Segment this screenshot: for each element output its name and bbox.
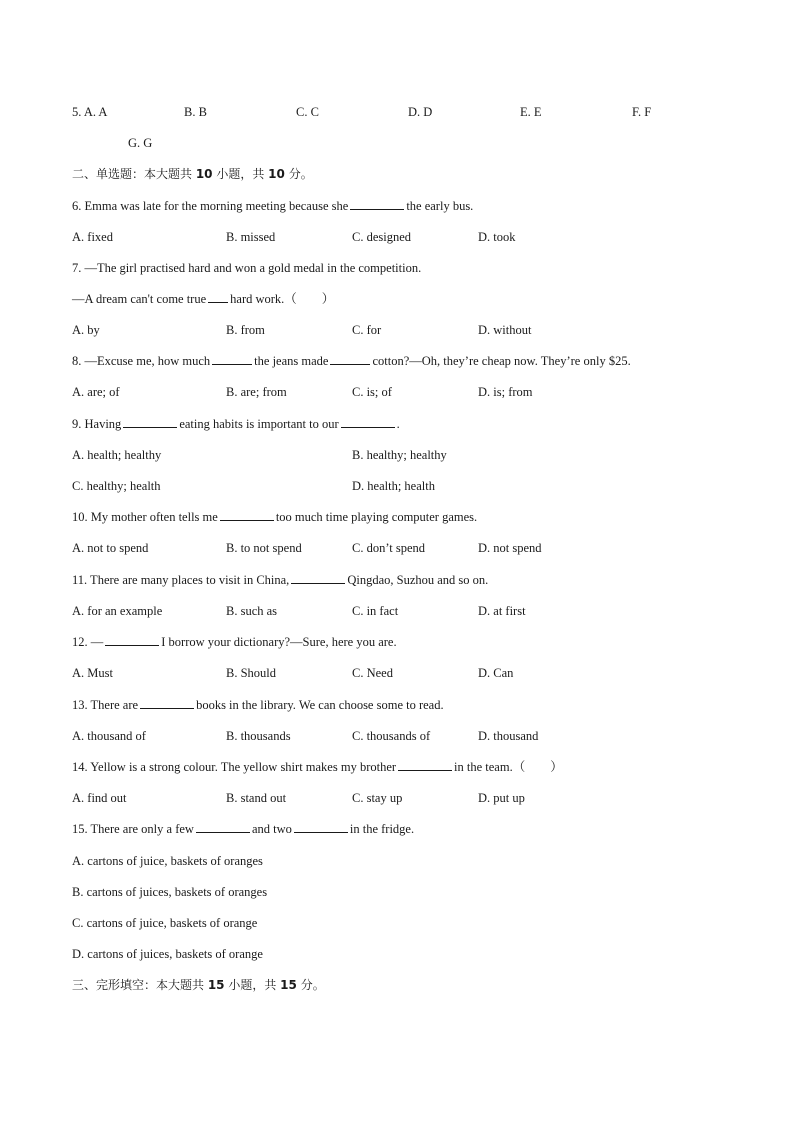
q9-option-d: D. health; health bbox=[352, 479, 435, 493]
q6-option-d: D. took bbox=[478, 230, 516, 244]
q11-option-b: B. such as bbox=[226, 604, 278, 618]
answer-blank bbox=[208, 291, 228, 303]
q6-option-a: A. fixed bbox=[72, 230, 113, 244]
q5-option-b: B. B bbox=[184, 105, 207, 119]
answer-blank bbox=[294, 821, 348, 833]
question-8: 8. —Excuse me, how much the jeans made cotton?—Oh, they’re cheap now. They’re only $25. bbox=[72, 354, 631, 368]
answer-blank bbox=[123, 416, 177, 428]
section-heading-single-choice: 二、单选题：本大题共 10 小题，共 10 分。 bbox=[72, 167, 313, 181]
answer-blank bbox=[196, 821, 250, 833]
q13-option-c: C. thousands of bbox=[352, 729, 431, 743]
q12-option-d: D. Can bbox=[478, 666, 514, 680]
answer-blank bbox=[105, 634, 159, 646]
question-13: 13. There are books in the library. We can choose some to read. bbox=[72, 698, 444, 712]
q9-option-c: C. healthy; health bbox=[72, 479, 161, 493]
answer-blank bbox=[140, 697, 194, 709]
q8-option-c: C. is; of bbox=[352, 385, 392, 399]
q13-option-d: D. thousand bbox=[478, 729, 539, 743]
q11-option-d: D. at first bbox=[478, 604, 526, 618]
q14-option-c: C. stay up bbox=[352, 791, 403, 805]
q15-option-c: C. cartons of juice, baskets of orange bbox=[72, 916, 258, 930]
q5-option-e: E. E bbox=[520, 105, 542, 119]
q7-option-b: B. from bbox=[226, 323, 265, 337]
question-12: 12. — I borrow your dictionary?—Sure, here you are. bbox=[72, 635, 397, 649]
q10-option-d: D. not spend bbox=[478, 541, 542, 555]
question-7-line2: —A dream can't come true hard work.（ ） bbox=[72, 292, 335, 306]
answer-blank bbox=[350, 198, 404, 210]
q5-option-a: 5. A. A bbox=[72, 105, 108, 119]
question-10: 10. My mother often tells me too much time playing computer games. bbox=[72, 510, 478, 524]
q10-option-a: A. not to spend bbox=[72, 541, 149, 555]
answer-blank bbox=[212, 353, 252, 365]
q12-option-c: C. Need bbox=[352, 666, 393, 680]
q6-option-c: C. designed bbox=[352, 230, 412, 244]
q13-option-b: B. thousands bbox=[226, 729, 291, 743]
q10-option-c: C. don’t spend bbox=[352, 541, 426, 555]
q8-option-a: A. are; of bbox=[72, 385, 120, 399]
q7-option-a: A. by bbox=[72, 323, 100, 337]
question-6: 6. Emma was late for the morning meeting because she the early bus. bbox=[72, 199, 474, 213]
q7-option-d: D. without bbox=[478, 323, 532, 337]
q13-option-a: A. thousand of bbox=[72, 729, 146, 743]
q8-option-d: D. is; from bbox=[478, 385, 533, 399]
q5-option-g: G. G bbox=[128, 136, 153, 150]
question-9: 9. Having eating habits is important to our . bbox=[72, 417, 400, 431]
answer-blank bbox=[341, 416, 395, 428]
q15-option-a: A. cartons of juice, baskets of oranges bbox=[72, 854, 263, 868]
question-11: 11. There are many places to visit in China, Qingdao, Suzhou and so on. bbox=[72, 573, 489, 587]
answer-blank bbox=[291, 572, 345, 584]
answer-blank bbox=[220, 509, 274, 521]
q9-option-b: B. healthy; healthy bbox=[352, 448, 447, 462]
q14-option-b: B. stand out bbox=[226, 791, 287, 805]
answer-blank bbox=[398, 759, 452, 771]
section-heading-cloze: 三、完形填空：本大题共 15 小题，共 15 分。 bbox=[72, 978, 325, 992]
question-15: 15. There are only a few and two in the fridge. bbox=[72, 822, 415, 836]
q5-option-d: D. D bbox=[408, 105, 433, 119]
q14-option-d: D. put up bbox=[478, 791, 525, 805]
q11-option-a: A. for an example bbox=[72, 604, 163, 618]
q5-option-c: C. C bbox=[296, 105, 319, 119]
q12-option-b: B. Should bbox=[226, 666, 277, 680]
q6-option-b: B. missed bbox=[226, 230, 276, 244]
q11-option-c: C. in fact bbox=[352, 604, 399, 618]
q9-option-a: A. health; healthy bbox=[72, 448, 162, 462]
question-7-line1: 7. —The girl practised hard and won a gold medal in the competition. bbox=[72, 261, 422, 275]
q15-option-b: B. cartons of juices, baskets of oranges bbox=[72, 885, 268, 899]
q8-option-b: B. are; from bbox=[226, 385, 287, 399]
q5-option-f: F. F bbox=[632, 105, 652, 119]
answer-blank bbox=[330, 353, 370, 365]
q10-option-b: B. to not spend bbox=[226, 541, 302, 555]
q15-option-d: D. cartons of juices, baskets of orange bbox=[72, 947, 263, 961]
question-14: 14. Yellow is a strong colour. The yellow shirt makes my brother in the team.（ ） bbox=[72, 760, 563, 774]
q14-option-a: A. find out bbox=[72, 791, 127, 805]
q12-option-a: A. Must bbox=[72, 666, 113, 680]
q7-option-c: C. for bbox=[352, 323, 382, 337]
